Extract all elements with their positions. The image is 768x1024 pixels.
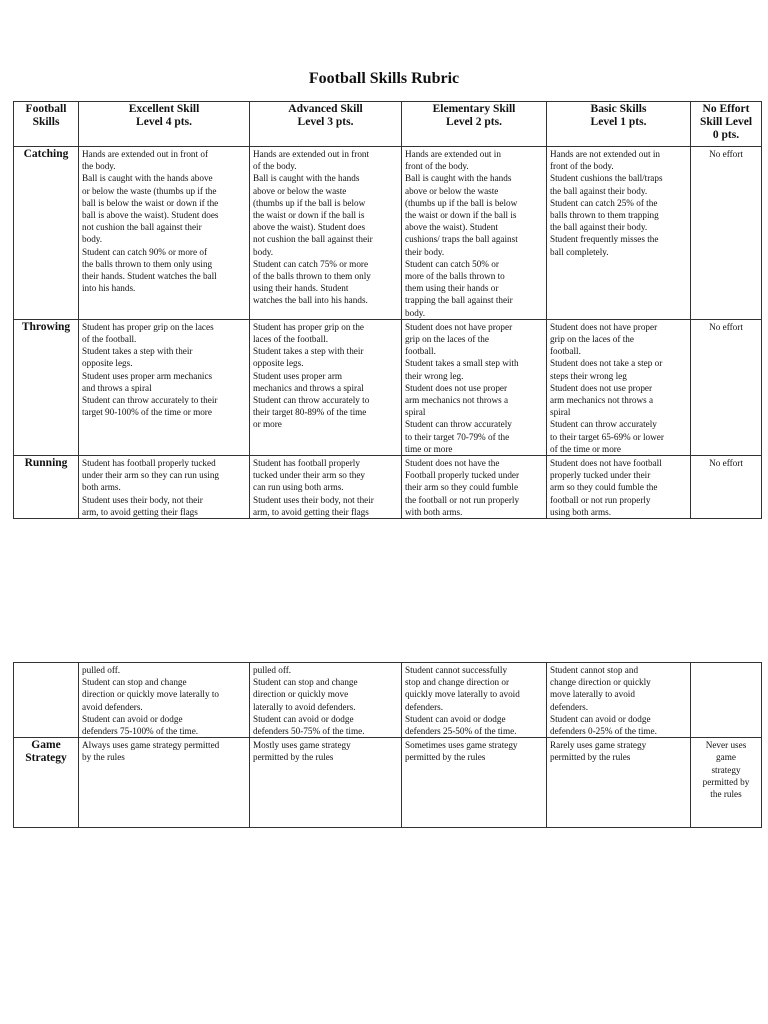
cell-text-line: the body. [82, 161, 116, 172]
cell-text-line: stop and change direction or [405, 677, 510, 688]
rubric-row [14, 319, 762, 455]
cell-no-effort [691, 456, 762, 519]
cell-text-line: watches the ball into his hands. [253, 295, 368, 306]
cell-text-line: above or below the waste [405, 185, 499, 196]
header-excellent [79, 102, 250, 147]
cell-text-line: more of the balls thrown to [405, 271, 505, 282]
cell-text-line: their arm so they could fumble [405, 482, 519, 493]
cell-text-line: laces of the football. [253, 334, 329, 345]
cell-text-line: (thumbs up if the ball is below [405, 197, 518, 208]
cell-text-line: opposite legs. [253, 358, 304, 369]
cell-text-line: above the waist). Student [405, 222, 498, 233]
cell-text-line: Student can stop and change [253, 677, 358, 688]
cell-text-line: defenders 25-50% of the time. [405, 726, 517, 737]
cell-text-line: defenders 0-25% of the time. [550, 726, 657, 737]
cell-text-line: their hands. Student watches the ball [82, 271, 217, 282]
header-basic [547, 102, 691, 147]
header-line: Football [25, 103, 67, 115]
cell-text-line: above the waist). Student does [253, 222, 366, 233]
header-line: Basic Skills [590, 103, 647, 115]
cell-text-line: using their hands. Student [253, 283, 349, 294]
cell-text-line: their body. [405, 246, 445, 257]
cell-excellent [79, 738, 250, 828]
cell-text-line: under their arm so they can run using [82, 470, 220, 481]
cell-text-line: Student takes a step with their [253, 346, 364, 357]
header-row [14, 102, 762, 147]
cell-text-line: Student has proper grip on the [253, 321, 364, 332]
cell-text-line: not cushion the ball against their [82, 222, 202, 233]
cell-text-line: Hands are extended out in front of [82, 149, 209, 159]
cell-text-line: front of the body. [405, 161, 469, 172]
cell-text-line: quickly move laterally to avoid [405, 689, 520, 700]
cell-text-line: football or not run properly [550, 494, 651, 505]
cell-text-line: spiral [550, 407, 571, 418]
cell-text-line: permitted by the rules [550, 752, 631, 763]
cell-text-line: steps their wrong leg [550, 370, 627, 381]
cell-text-line: cushions/ traps the ball against [405, 234, 518, 245]
cell-text-line: Student does not have proper [405, 321, 513, 332]
document-title: Football Skills Rubric [308, 70, 460, 87]
cell-text-line: by the rules [82, 752, 125, 763]
cell-basic [547, 319, 691, 455]
cell-elementary [402, 663, 547, 738]
header-line: Excellent Skill [128, 103, 200, 115]
rubric-row [14, 663, 762, 738]
cell-text-line: Student frequently misses the [550, 234, 659, 245]
cell-text-line: Student does not take a step or [550, 358, 663, 369]
cell-text-line: the rules [710, 789, 742, 800]
cell-text-line: No effort [709, 149, 743, 159]
cell-text-line: football. [405, 346, 436, 357]
header-line: Level 4 pts. [136, 116, 192, 128]
cell-text-line: Student does not use proper [405, 382, 508, 393]
cell-advanced [250, 738, 402, 828]
row-skill-label [14, 738, 79, 828]
cell-text-line: body. [405, 307, 426, 318]
cell-no-effort [691, 147, 762, 320]
header-line: Elementary Skill [432, 103, 516, 115]
cell-text-line: Always uses game strategy permitted [82, 740, 220, 751]
cell-text-line: arm mechanics not throws a [405, 395, 509, 406]
cell-text-line: Student can throw accurately [405, 419, 512, 430]
cell-text-line: Student can throw accurately to their [82, 395, 218, 406]
cell-excellent [79, 663, 250, 738]
row-skill-label: Throwing [14, 319, 79, 455]
cell-text-line: grip on the laces of the [405, 334, 489, 345]
cell-elementary [402, 147, 547, 320]
cell-excellent [79, 319, 250, 455]
cell-text-line: above or below the waste [253, 185, 347, 196]
cell-text-line: of the time or more [550, 443, 621, 454]
cell-text-line: into his hands. [82, 283, 136, 294]
cell-text-line: using both arms. [550, 506, 611, 517]
cell-text-line: change direction or quickly [550, 677, 651, 688]
rubric-table-page2 [13, 662, 762, 828]
header-no-effort [691, 102, 762, 147]
cell-text-line: Student can catch 75% or more [253, 258, 369, 269]
cell-text-line: opposite legs. [82, 358, 133, 369]
cell-no-effort [691, 738, 762, 828]
cell-text-line: mechanics and throws a spiral [253, 382, 364, 393]
cell-text-line: defenders 50-75% of the time. [253, 726, 365, 737]
cell-text-line: move laterally to avoid [550, 689, 635, 700]
cell-text-line: target 90-100% of the time or more [82, 407, 212, 418]
cell-advanced [250, 147, 402, 320]
cell-text-line: Student can avoid or dodge [82, 713, 183, 724]
cell-text-line: strategy [711, 764, 741, 775]
cell-text-line: the waist or down if the ball is [253, 210, 365, 221]
cell-text-line: Student can avoid or dodge [405, 713, 506, 724]
cell-text-line: both arms. [82, 482, 121, 493]
row-skill-word: Game [31, 739, 61, 752]
cell-text-line: Student can avoid or dodge [550, 713, 651, 724]
cell-text-line: ball is above the waist). Student does [82, 210, 219, 221]
cell-text-line: Student can catch 25% of the [550, 197, 658, 208]
cell-text-line: Student has proper grip on the laces [82, 321, 214, 332]
cell-text-line: to their target 65-69% or lower [550, 431, 664, 442]
cell-text-line: Student uses proper arm [253, 370, 343, 381]
header-line: No Effort [702, 103, 750, 115]
cell-text-line: arm mechanics not throws a [550, 395, 654, 406]
cell-text-line: trapping the ball against their [405, 295, 513, 306]
header-line: Level 1 pts. [590, 116, 647, 128]
cell-text-line: of the balls thrown to them only [253, 271, 371, 282]
cell-text-line: Hands are extended out in front [253, 149, 370, 159]
cell-text-line: Rarely uses game strategy [550, 740, 647, 751]
cell-text-line: of the body. [253, 161, 297, 172]
cell-no-effort [691, 663, 762, 738]
cell-text-line: the ball against their body. [550, 222, 648, 233]
cell-text-line: permitted by the rules [405, 752, 486, 763]
cell-text-line: Student does not have proper [550, 321, 658, 332]
cell-text-line: body. [82, 234, 103, 245]
cell-text-line: spiral [405, 407, 426, 418]
row-skill-label [14, 663, 79, 738]
cell-text-line: Student does not have the [405, 458, 500, 469]
rubric-row [14, 147, 762, 320]
cell-text-line: defenders 75-100% of the time. [82, 726, 199, 737]
cell-text-line: Student cannot successfully [405, 665, 508, 675]
cell-text-line: balls thrown to them trapping [550, 210, 659, 221]
header-line: Skills [32, 116, 60, 128]
cell-text-line: to their target 70-79% of the [405, 431, 510, 442]
cell-text-line: direction or quickly move [253, 689, 349, 700]
cell-text-line: Student can throw accurately [550, 419, 657, 430]
cell-text-line: Student does not have football [550, 458, 662, 469]
cell-text-line: not cushion the ball against their [253, 234, 373, 245]
row-skill-label: Catching [14, 147, 79, 320]
cell-text-line: arm so they could fumble the [550, 482, 658, 493]
cell-text-line: Student uses their body, not their [253, 494, 374, 505]
cell-elementary [402, 456, 547, 519]
cell-text-line: time or more [405, 443, 453, 454]
cell-elementary [402, 738, 547, 828]
cell-basic [547, 147, 691, 320]
cell-text-line: arm, to avoid getting their flags [253, 506, 369, 517]
cell-text-line: ball completely. [550, 246, 609, 257]
cell-text-line: can run using both arms. [253, 482, 344, 493]
cell-basic [547, 738, 691, 828]
cell-text-line: permitted by [702, 776, 750, 787]
cell-text-line: Student can stop and change [82, 677, 187, 688]
header-line: Skill Level [699, 116, 753, 128]
header-line: Level 3 pts. [297, 116, 354, 128]
cell-text-line: Student can catch 90% or more of [82, 246, 208, 257]
cell-text-line: avoid defenders. [82, 701, 143, 712]
cell-advanced [250, 663, 402, 738]
cell-text-line: defenders. [405, 701, 444, 712]
cell-text-line: Student has football properly tucked [82, 458, 216, 469]
header-line: Level 2 pts. [446, 116, 502, 128]
cell-basic [547, 663, 691, 738]
cell-elementary [402, 319, 547, 455]
cell-text-line: Student does not use proper [550, 382, 653, 393]
cell-text-line: permitted by the rules [253, 752, 334, 763]
cell-text-line: Student uses proper arm mechanics [82, 370, 213, 381]
cell-text-line: Ball is caught with the hands [253, 173, 360, 184]
cell-text-line: grip on the laces of the [550, 334, 634, 345]
cell-text-line: Student can throw accurately to [253, 395, 370, 406]
cell-text-line: the ball against their body. [550, 185, 648, 196]
cell-text-line: game [716, 752, 736, 763]
cell-text-line: (thumbs up if the ball is below [253, 197, 366, 208]
cell-text-line: their target 80-89% of the time [253, 407, 367, 418]
cell-text-line: the waist or down if the ball is [405, 210, 517, 221]
cell-no-effort [691, 319, 762, 455]
rubric-row [14, 456, 762, 519]
cell-text-line: the balls thrown to them only using [82, 258, 213, 269]
cell-text-line: Student cannot stop and [550, 665, 639, 675]
cell-text-line: Student cushions the ball/traps [550, 173, 663, 184]
row-skill-word: Strategy [25, 752, 67, 765]
cell-text-line: pulled off. [253, 665, 292, 675]
cell-text-line: Student can avoid or dodge [253, 713, 354, 724]
cell-text-line: No effort [709, 458, 743, 469]
cell-text-line: Hands are extended out in [405, 149, 501, 159]
rubric-row [14, 738, 762, 828]
cell-text-line: their wrong leg. [405, 370, 464, 381]
cell-text-line: properly tucked under their [550, 470, 651, 481]
cell-text-line: with both arms. [405, 506, 463, 517]
cell-text-line: defenders. [550, 701, 589, 712]
cell-text-line: Ball is caught with the hands above [82, 173, 213, 184]
cell-text-line: Mostly uses game strategy [253, 740, 351, 751]
header-skills [14, 102, 79, 147]
header-line: 0 pts. [712, 129, 740, 141]
header-elementary [402, 102, 547, 147]
cell-text-line: Hands are not extended out in [550, 149, 660, 159]
cell-text-line: the football or not run properly [405, 494, 520, 505]
header-line: Advanced Skill [288, 103, 363, 115]
cell-text-line: football. [550, 346, 581, 357]
cell-text-line: Student takes a small step with [405, 358, 519, 369]
cell-text-line: Student can catch 50% or [405, 258, 499, 269]
cell-text-line: Sometimes uses game strategy [405, 740, 518, 751]
cell-text-line: or below the waste (thumbs up if the [82, 185, 217, 196]
cell-text-line: Ball is caught with the hands [405, 173, 512, 184]
row-skill-label: Running [14, 456, 79, 519]
cell-advanced [250, 456, 402, 519]
cell-text-line: and throws a spiral [82, 382, 152, 393]
cell-text-line: Student has football properly [253, 458, 360, 469]
cell-excellent [79, 456, 250, 519]
header-advanced [250, 102, 402, 147]
cell-text-line: pulled off. [82, 665, 121, 675]
cell-basic [547, 456, 691, 519]
cell-text-line: Student uses their body, not their [82, 494, 203, 505]
cell-text-line: direction or quickly move laterally to [82, 689, 220, 700]
cell-text-line: No effort [709, 321, 743, 332]
cell-excellent [79, 147, 250, 320]
cell-text-line: or more [253, 419, 282, 430]
cell-text-line: front of the body. [550, 161, 614, 172]
cell-text-line: Never uses [705, 740, 747, 751]
cell-text-line: tucked under their arm so they [253, 470, 365, 481]
cell-text-line: Football properly tucked under [405, 470, 520, 481]
cell-text-line: Student takes a step with their [82, 346, 193, 357]
cell-text-line: ball is below the waist or down if the [82, 197, 219, 208]
cell-text-line: laterally to avoid defenders. [253, 701, 356, 712]
cell-text-line: body. [253, 246, 274, 257]
cell-text-line: of the football. [82, 334, 137, 345]
cell-advanced [250, 319, 402, 455]
cell-text-line: them using their hands or [405, 283, 499, 294]
rubric-table-page1 [13, 101, 762, 519]
cell-text-line: arm, to avoid getting their flags [82, 506, 198, 517]
